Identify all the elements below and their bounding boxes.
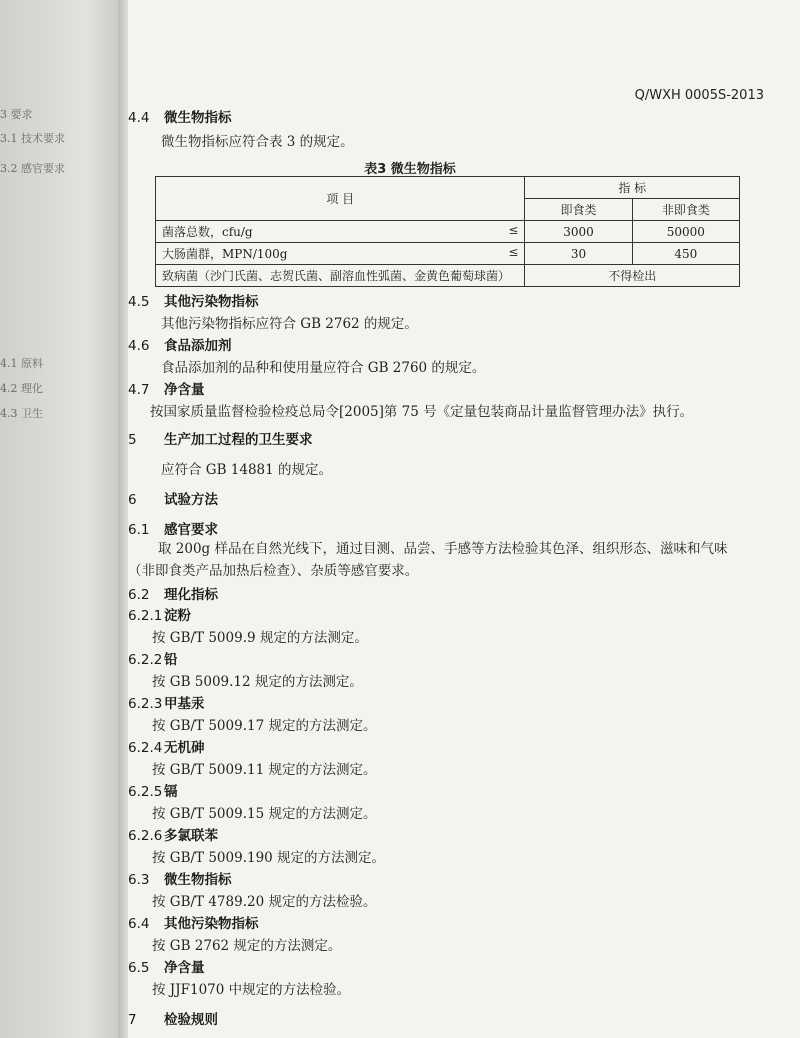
section-body: 按 GB/T 4789.20 规定的方法检验。 xyxy=(152,894,377,910)
section-body: 微生物指标应符合表 3 的规定。 xyxy=(161,134,354,150)
section-heading: 4.6 食品添加剂 xyxy=(128,338,232,354)
section-heading: 4.7 净含量 xyxy=(128,382,205,398)
section-heading: 7 检验规则 xyxy=(128,1012,218,1028)
table-cell-item: 致病菌（沙门氏菌、志贺氏菌、副溶血性弧菌、金黄色葡萄球菌） xyxy=(156,265,525,287)
prev-page-fragment: 3 要求 xyxy=(0,108,33,121)
section-heading: 5 生产加工过程的卫生要求 xyxy=(128,432,313,448)
table-header-nonready: 非即食类 xyxy=(632,199,739,221)
section-heading: 4.4 微生物指标 xyxy=(128,110,232,126)
table-cell-item: 菌落总数，cfu/g ≤ xyxy=(156,221,525,243)
section-body: 取 200g 样品在自然光线下，通过目测、品尝、手感等方法检验其色泽、组织形态、滋味和气味（非即食类产品加热后检查）、杂质等感官要求。 xyxy=(128,541,728,579)
prev-page-fragment: 4.1 原料 xyxy=(0,357,43,370)
table-row xyxy=(156,221,740,243)
section-heading: 6.1 感官要求 xyxy=(128,522,218,538)
section-body: 按 GB/T 5009.17 规定的方法测定。 xyxy=(152,718,377,734)
section-heading: 6.2.6 多氯联苯 xyxy=(128,828,218,844)
section-heading: 6.2.4 无机砷 xyxy=(128,740,205,756)
table-header-ready: 即食类 xyxy=(525,199,632,221)
section-body: 按 GB/T 5009.15 规定的方法测定。 xyxy=(152,806,377,822)
section-heading: 6 试验方法 xyxy=(128,492,218,508)
section-body: 按 GB/T 5009.11 规定的方法测定。 xyxy=(152,762,377,778)
section-body: 其他污染物指标应符合 GB 2762 的规定。 xyxy=(161,316,418,332)
table-cell-nonready: 450 xyxy=(632,243,739,265)
section-body: 按 JJF1070 中规定的方法检验。 xyxy=(152,982,351,998)
section-body: 食品添加剂的品种和使用量应符合 GB 2760 的规定。 xyxy=(161,360,486,376)
table-cell-ready: 3000 xyxy=(525,221,632,243)
section-body: 按 GB 5009.12 规定的方法测定。 xyxy=(152,674,363,690)
section-heading: 6.2.1 淀粉 xyxy=(128,608,191,624)
table-header-index: 指 标 xyxy=(525,177,740,199)
prev-page-fragment: 3.1 技术要求 xyxy=(0,132,65,145)
section-heading: 6.3 微生物指标 xyxy=(128,872,232,888)
previous-page-edge xyxy=(0,0,124,1038)
section-heading: 6.5 净含量 xyxy=(128,960,205,976)
section-heading: 6.2.3 甲基汞 xyxy=(128,696,205,712)
section-heading: 6.2 理化指标 xyxy=(128,587,218,603)
prev-page-fragment: 4.3 卫生 xyxy=(0,407,43,420)
section-heading: 6.4 其他污染物指标 xyxy=(128,916,259,932)
microbial-table xyxy=(155,176,740,287)
standard-code: Q/WXH 0005S-2013 xyxy=(634,88,764,103)
table-row xyxy=(156,243,740,265)
table-header-item: 项 目 xyxy=(156,177,525,221)
section-body: 按 GB/T 5009.9 规定的方法测定。 xyxy=(152,630,368,646)
section-body: 应符合 GB 14881 的规定。 xyxy=(161,462,333,478)
section-heading: 4.5 其他污染物指标 xyxy=(128,294,259,310)
section-heading: 6.2.5 镉 xyxy=(128,784,178,800)
table-cell-merged: 不得检出 xyxy=(525,265,740,287)
table-cell-ready: 30 xyxy=(525,243,632,265)
section-body: 按 GB 2762 规定的方法测定。 xyxy=(152,938,342,954)
section-body: 按国家质量监督检验检疫总局令[2005]第 75 号《定量包装商品计量监督管理办法》执行。 xyxy=(150,404,694,420)
table-row xyxy=(156,265,740,287)
prev-page-fragment: 3.2 感官要求 xyxy=(0,162,65,175)
section-heading: 6.2.2 铅 xyxy=(128,652,178,668)
table-cell-item: 大肠菌群，MPN/100g ≤ xyxy=(156,243,525,265)
section-body: 按 GB/T 5009.190 规定的方法测定。 xyxy=(152,850,386,866)
table-cell-nonready: 50000 xyxy=(632,221,739,243)
table-caption: 表3 微生物指标 xyxy=(364,162,456,177)
prev-page-fragment: 4.2 理化 xyxy=(0,382,43,395)
